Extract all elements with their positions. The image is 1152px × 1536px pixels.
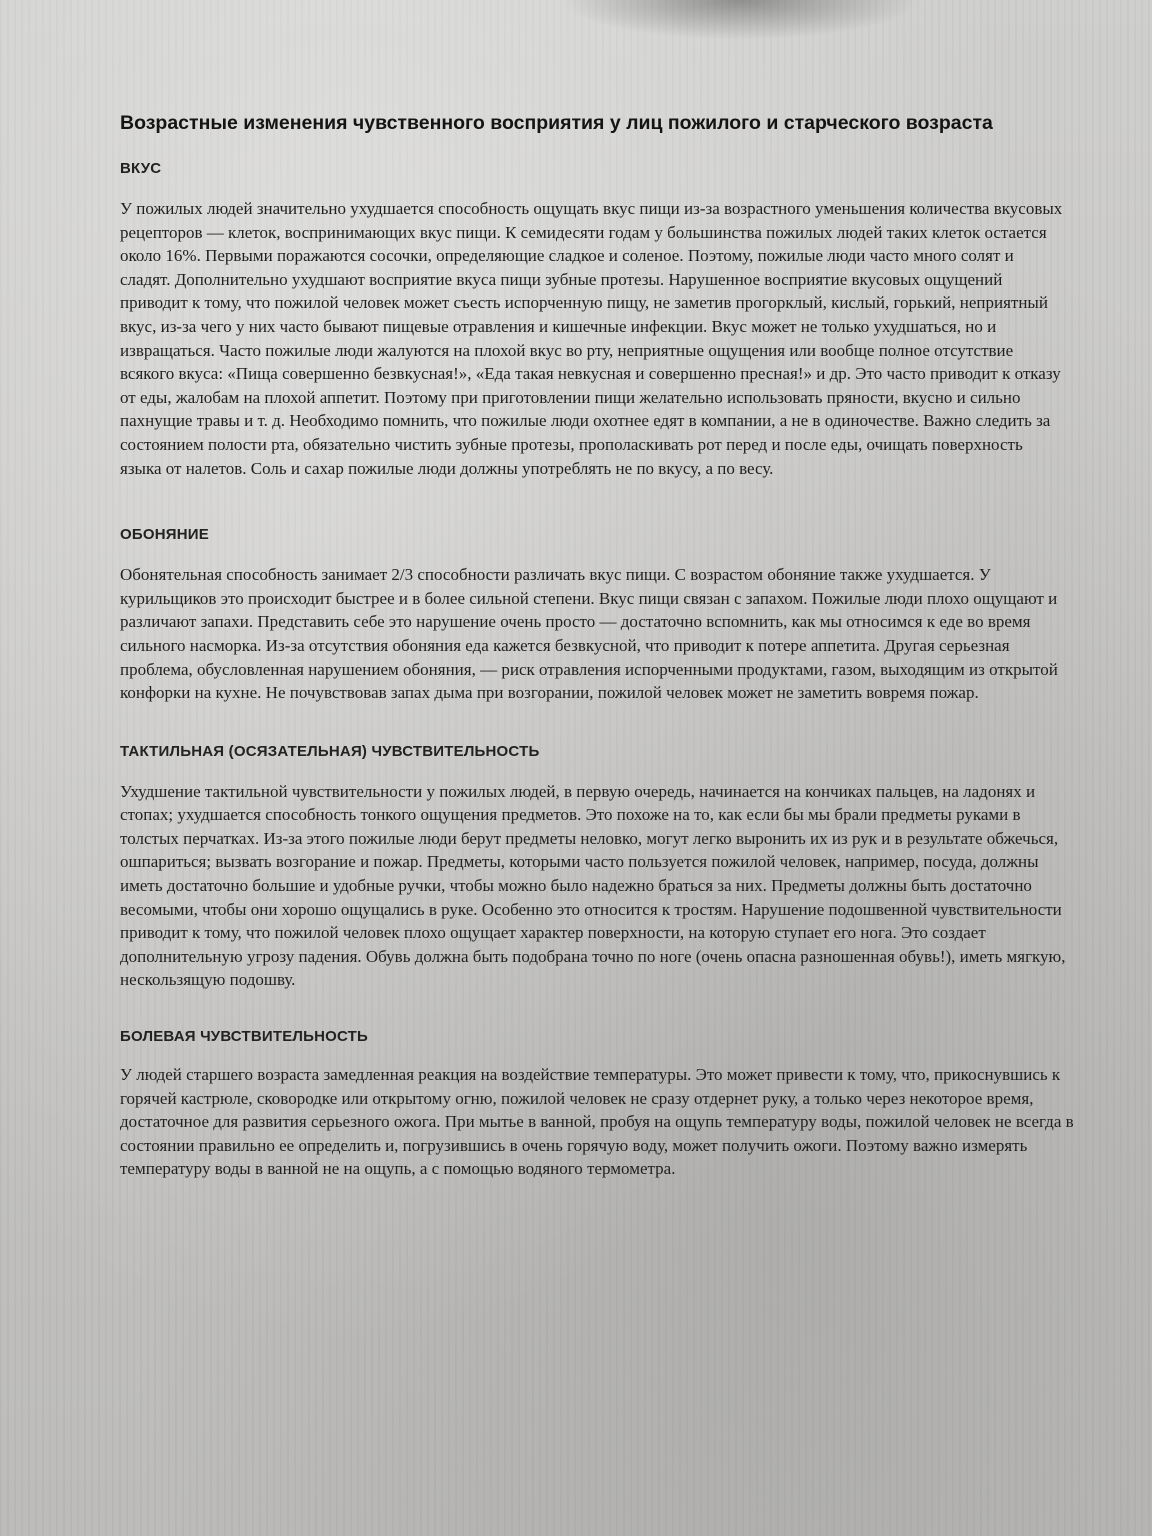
section-heading-smell: ОБОНЯНИЕ [120, 526, 209, 544]
section-text-pain: У людей старшего возраста замедленная реакция на воздействие температуры. Это может привести к тому, что, прикоснувшись к горячей кастрюле, сковородке или открытому огню, пожилой человек не сразу отдернет руку, а только через некоторое время, достаточное для развития серьезного ожога. При мытье в ванной, пробуя на ощупь температуру воды, пожилой человек не всегда в состоянии правильно ее определить и, погрузившись в очень горячую воду, может получить ожоги. Поэтому важно измерять температуру воды в ванной не на ощупь, а с помощью водяного термометра. [120, 1065, 1074, 1179]
section-heading-pain: БОЛЕВАЯ ЧУВСТВИТЕЛЬНОСТЬ [120, 1028, 369, 1046]
section-text-smell: Обонятельная способность занимает 2/3 способности различать вкус пищи. С возрастом обоняние также ухудшается. У курильщиков это происходит быстрее и в более сильной степени. Вкус пищи связан с запахом. Пожилые люди плохо ощущают и различают запахи. Представить себе это нарушение очень просто — достаточно вспомнить, как мы относимся к еде во время сильного насморка. Из-за отсутствия обоняния еда кажется безвкусной, что приводит к потере аппетита. Другая серьезная проблема, обусловленная нарушением обоняния, — риск отравления испорченными продуктами, газом, выходящим из открытой конфорки на кухне. Не почувствовав запах дыма при возгорании, пожилой человек может не заметить вовремя пожар. [120, 565, 1058, 703]
section-heading-taste: ВКУС [120, 160, 162, 177]
document-body [120, 104, 1080, 1181]
shadow [560, 0, 920, 40]
section-text-taste: У пожилых людей значительно ухудшается способность ощущать вкус пищи из-за возрастного уменьшения количества вкусовых рецепторов — клеток, воспринимающих вкус пищи. К семидесяти годам у большинства пожилых людей таких клеток остается около 16%. Первыми поражаются сосочки, определяющие сладкое и соленое. Поэтому, пожилые люди часто много солят и сладят. Дополнительно ухудшают восприятие вкуса пищи зубные протезы. Нарушенное восприятие вкусовых ощущений приводит к тому, что пожилой человек может съесть испорченную пищу, не заметив прогорклый, кислый, горький, неприятный вкус, из-за чего у них часто бывают пищевые отравления и кишечные инфекции. Вкус может не только ухудшаться, но и извращаться. Часто пожилые люди жалуются на плохой вкус во рту, неприятные ощущения или вообще полное отсутствие всякого вкуса: «Пища совершенно безвкусная!», «Еда такая невкусная и совершенно пресная!» и др. Это часто приводит к отказу от еды, жалобам на плохой аппетит. Поэтому при приготовлении пищи желательно использовать пряности, вкусно и сильно пахнущие травы и т. д. Необходимо помнить, что пожилые люди охотнее едят в компании, а не в одиночестве. Важно следить за состоянием полости рта, обязательно чистить зубные протезы, прополаскивать рот перед и после еды, очищать поверхность языка от налетов. Соль и сахар пожилые люди должны употреблять не по вкусу, а по весу. [120, 199, 1063, 478]
section-heading-touch: ТАКТИЛЬНАЯ (ОСЯЗАТЕЛЬНАЯ) ЧУВСТВИТЕЛЬНОСТЬ [120, 742, 540, 760]
document-title: Возрастные изменения чувственного восприятия у лиц пожилого и старческого возраста [120, 112, 993, 134]
section-text-touch: Ухудшение тактильной чувствительности у пожилых людей, в первую очередь, начинается на кончиках пальцев, на ладонях и стопах; ухудшается способность тонкого ощущения предметов. Это похоже на то, как если бы мы брали предметы руками в толстых перчатках. Из-за этого пожилые люди берут предметы неловко, могут легко выронить их из рук и в результате обжечься, ошпариться; вызвать возгорание и пожар. Предметы, которыми часто пользуется пожилой человек, например, посуда, должны иметь достаточно большие и удобные ручки, чтобы можно было надежно браться за них. Предметы должны быть достаточно весомыми, чтобы они хорошо ощущались в руке. Особенно это относится к тростям. Нарушение подошвенной чувствительности приводит к тому, что пожилой человек плохо ощущает характер поверхности, на которую ступает его нога. Это создает дополнительную угрозу падения. Обувь должна быть подобрана точно по ноге (очень опасна разношенная обувь!), иметь мягкую, нескользящую подошву. [120, 781, 1066, 990]
